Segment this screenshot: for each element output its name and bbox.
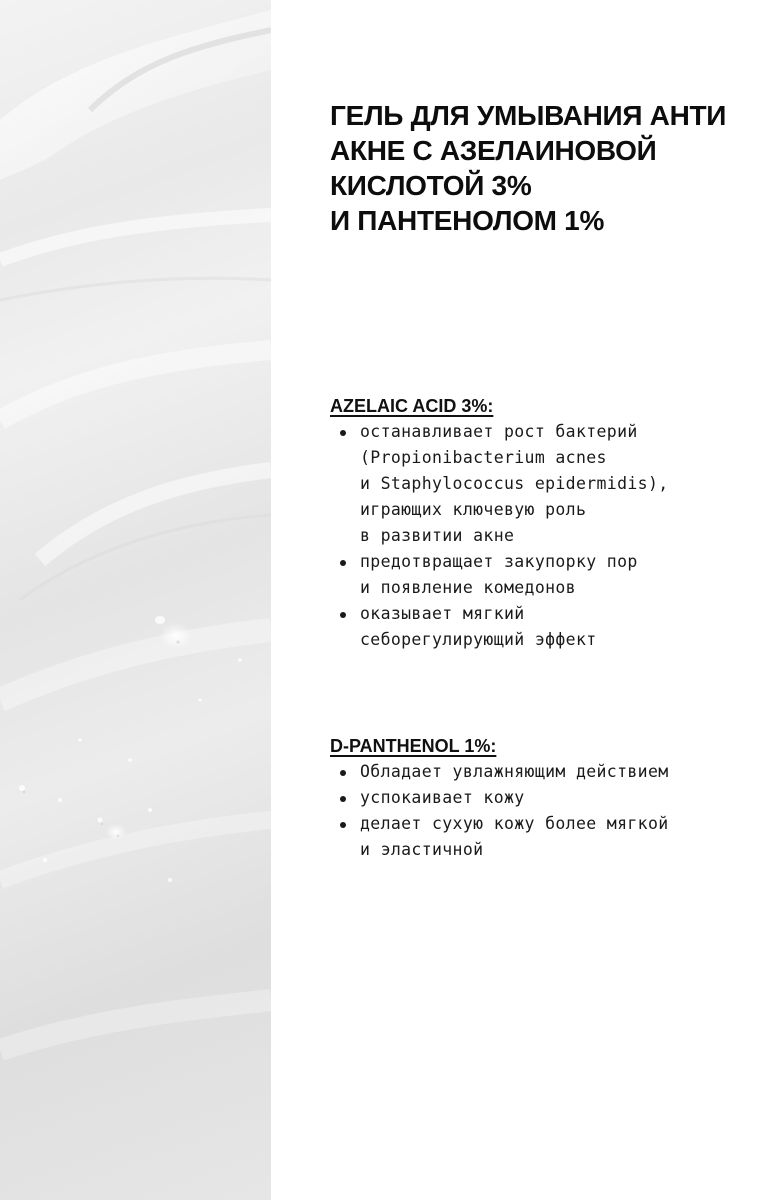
benefit-line: себорегулирующий эффект	[360, 630, 597, 649]
d-panthenol-heading: D-PANTHENOL 1%:	[330, 736, 497, 756]
product-title	[330, 98, 770, 238]
bullet-icon	[340, 560, 346, 566]
azelaic-acid-section	[330, 393, 770, 653]
bullet-icon	[340, 430, 346, 436]
benefit-line: останавливает рост бактерий	[360, 422, 638, 441]
bullet-icon	[340, 822, 346, 828]
benefit-item	[330, 811, 770, 863]
benefit-line: предотвращает закупорку пор	[360, 552, 638, 571]
cream-texture-graphic	[0, 0, 271, 1200]
benefit-item	[330, 785, 770, 811]
azelaic-acid-benefits	[330, 419, 770, 653]
benefit-line: в развитии акне	[360, 526, 515, 545]
benefit-item	[330, 759, 770, 785]
benefit-line: успокаивает кожу	[360, 788, 525, 807]
title-line: ГЕЛЬ ДЛЯ УМЫВАНИЯ АНТИ	[330, 100, 727, 131]
d-panthenol-section	[330, 733, 770, 863]
title-line: АКНЕ С АЗЕЛАИНОВОЙ	[330, 135, 657, 166]
cream-texture-image	[0, 0, 271, 1200]
benefit-line: и Staphylococcus epidermidis),	[360, 474, 669, 493]
benefit-item	[330, 601, 770, 653]
title-line: И ПАНТЕНОЛОМ 1%	[330, 205, 605, 236]
benefit-item	[330, 419, 770, 549]
benefit-line: и появление комедонов	[360, 578, 576, 597]
benefit-line: делает сухую кожу более мягкой	[360, 814, 669, 833]
benefit-line: играющих ключевую роль	[360, 500, 587, 519]
bullet-icon	[340, 770, 346, 776]
bullet-icon	[340, 612, 346, 618]
azelaic-acid-heading: AZELAIC ACID 3%:	[330, 396, 494, 416]
benefit-item	[330, 549, 770, 601]
bullet-icon	[340, 796, 346, 802]
d-panthenol-benefits	[330, 759, 770, 863]
benefit-line: Обладает увлажняющим действием	[360, 762, 669, 781]
benefit-line: и эластичной	[360, 840, 484, 859]
benefit-line: оказывает мягкий	[360, 604, 525, 623]
title-line: КИСЛОТОЙ 3%	[330, 170, 532, 201]
benefit-line: (Propionibacterium acnes	[360, 448, 607, 467]
